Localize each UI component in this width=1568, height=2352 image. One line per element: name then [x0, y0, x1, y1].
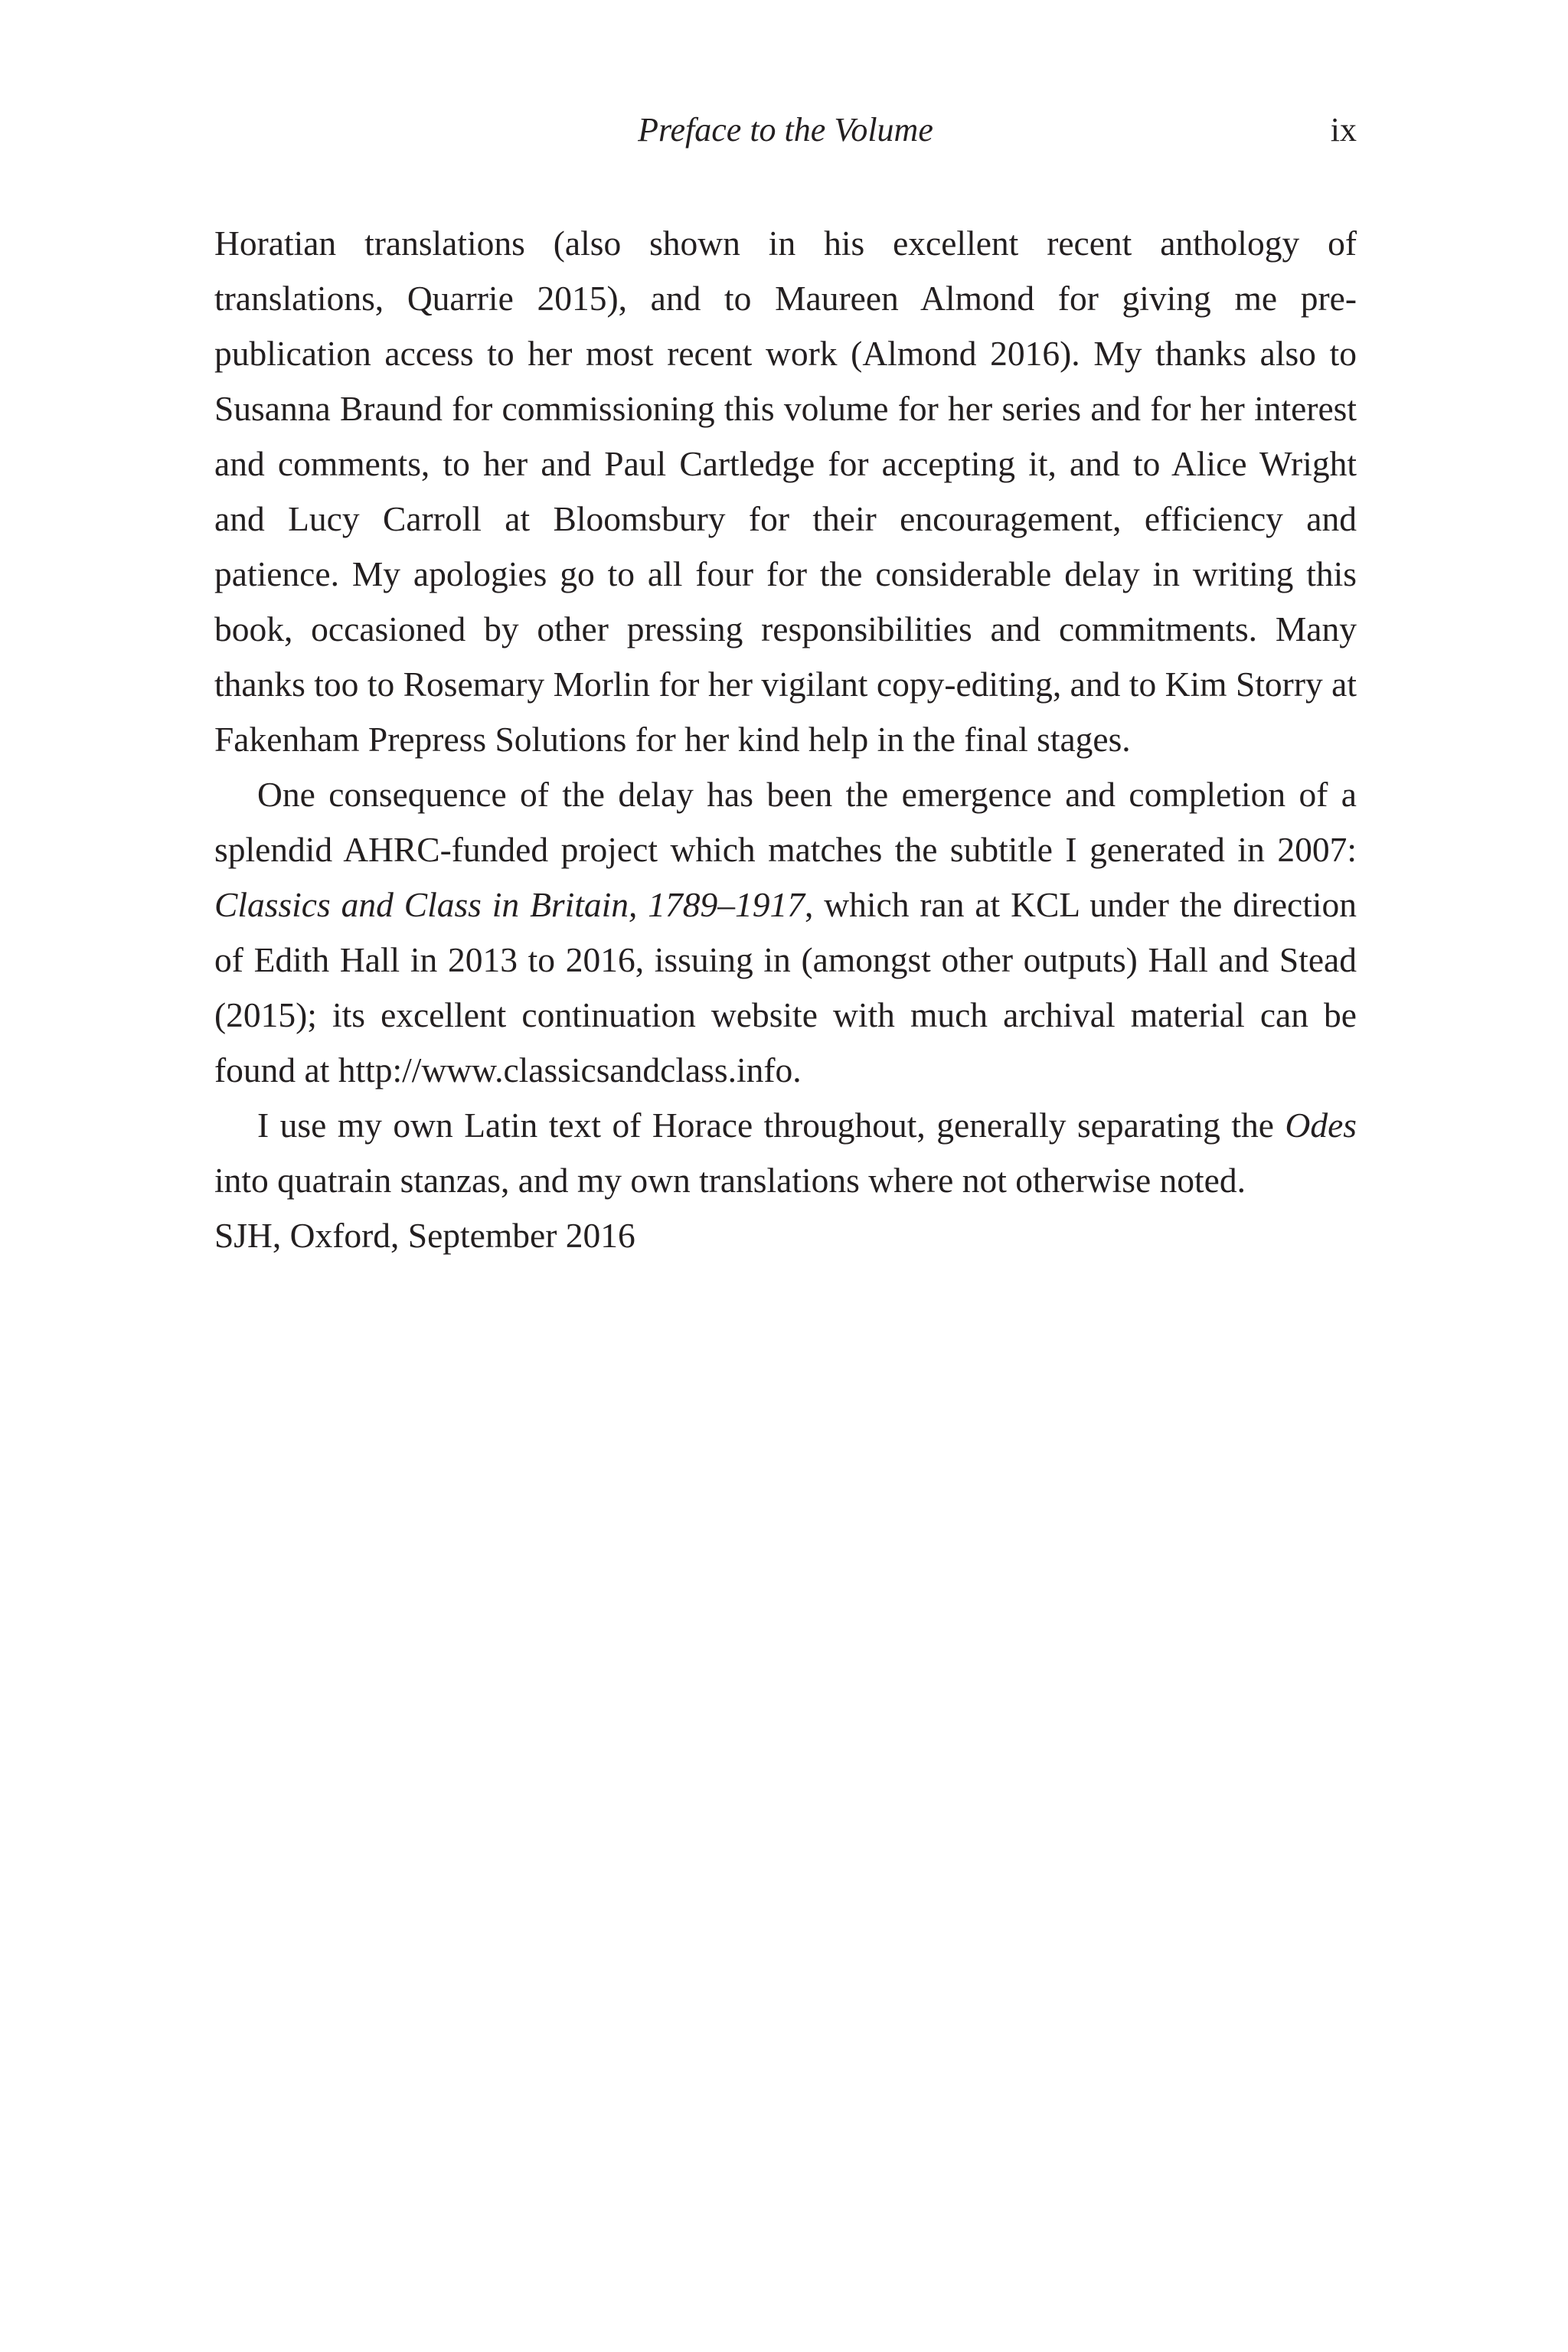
paragraph-3-text-a: I use my own Latin text of Horace throughout, generally separating the: [257, 1106, 1285, 1145]
paragraph-2-text-b: , which ran at KCL under the direction of Edith Hall in 2013 to 2016, issuing in (amongst other outputs) Hall and Stead (2015); its excellent continuation website with much archival material can be found at http://www.classicsandclass.info.: [214, 885, 1357, 1089]
running-head-title: Preface to the Volume: [638, 111, 933, 149]
paragraph-2-text-a: One consequence of the delay has been the emergence and completion of a splendid AHRC-funded project which matches the subtitle I generated in 2007:: [214, 775, 1357, 869]
odes-italic: Odes: [1285, 1106, 1357, 1145]
body-text: [214, 216, 1357, 1263]
paragraph-2: [214, 767, 1357, 1098]
page-number: ix: [1330, 111, 1357, 149]
paragraph-3: [214, 1098, 1357, 1208]
paragraph-3-text-b: into quatrain stanzas, and my own translations where not otherwise noted.: [214, 1161, 1246, 1200]
book-subtitle-italic: Classics and Class in Britain, 1789–1917: [214, 885, 805, 924]
running-head: [214, 107, 1357, 153]
paragraph-1: Horatian translations (also shown in his excellent recent anthology of translations, Quarrie 2015), and to Maureen Almond for giving me pre-publication access to her most recent work (Almond 2016). My thanks also to Susanna Braund for commissioning this volume for her series and for her interest and comments, to her and Paul Cartledge for accepting it, and to Alice Wright and Lucy Carroll at Bloomsbury for their encouragement, efficiency and patience. My apologies go to all four for the considerable delay in writing this book, occasioned by other pressing responsibilities and commitments. Many thanks too to Rosemary Morlin for her vigilant copy-editing, and to Kim Storry at Fakenham Prepress Solutions for her kind help in the final stages.: [214, 224, 1357, 759]
signature: SJH, Oxford, September 2016: [214, 1216, 635, 1255]
